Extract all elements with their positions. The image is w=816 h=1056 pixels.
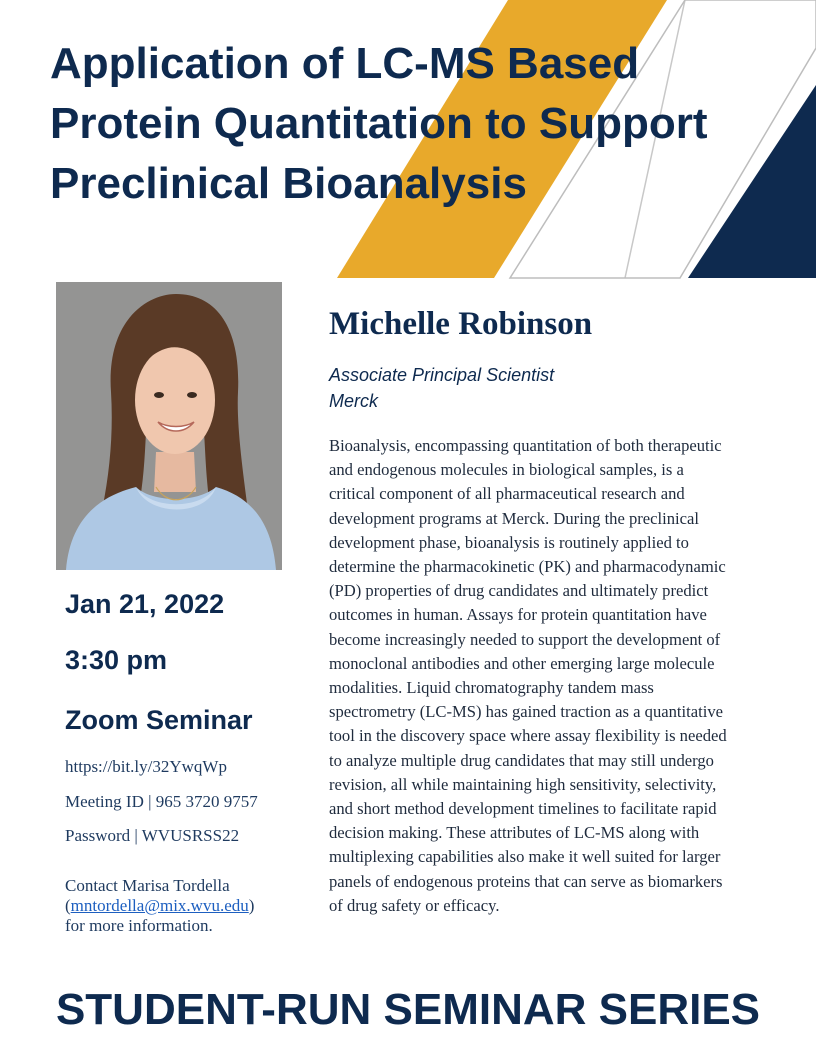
speaker-organization: Merck <box>329 391 378 411</box>
abstract-line: development programs at Merck. During the preclinical <box>329 508 700 528</box>
seminar-title <box>50 34 790 214</box>
title-line: Preclinical Bioanalysis <box>50 159 527 208</box>
abstract-line: monoclonal antibodies and other emerging large molecule <box>329 653 715 673</box>
abstract-line: modalities. Liquid chromatography tandem mass <box>329 678 654 698</box>
contact-email-link[interactable]: mntordella@mix.wvu.edu <box>70 896 249 915</box>
event-venue: Zoom Seminar <box>65 705 253 735</box>
title-line: Application of LC-MS Based <box>50 39 640 88</box>
abstract-line: and endogenous molecules in biological samples, is a <box>329 460 684 480</box>
contact-info <box>65 876 305 936</box>
abstract-line: to analyze multiple drug candidates that may still undergo <box>329 750 714 770</box>
abstract-line: critical component of all pharmaceutical research and <box>329 484 685 504</box>
open-paren: ( <box>65 896 71 915</box>
contact-line: Contact Marisa Tordella <box>65 876 230 895</box>
zoom-meeting-id: Meeting ID | 965 3720 9757 <box>65 792 258 811</box>
abstract-line: development phase, bioanalysis is routinely applied to <box>329 532 689 552</box>
event-time: 3:30 pm <box>65 645 168 675</box>
speaker-position: Associate Principal Scientist <box>329 365 555 385</box>
abstract-line: determine the pharmacokinetic (PK) and pharmacodynamic <box>329 557 726 577</box>
speaker-role <box>329 362 554 414</box>
contact-email-line <box>65 896 305 916</box>
abstract-line: decision making. These attributes of LC-MS along with <box>329 823 700 843</box>
zoom-password: Password | WVUSRSS22 <box>65 826 240 845</box>
abstract-line: multiplexing capabilities also make it well suited for larger <box>329 847 721 867</box>
contact-line: for more information. <box>65 916 213 935</box>
abstract-line: (PD) properties of drug candidates and ultimately predict <box>329 581 709 601</box>
abstract-line: tool in the discovery space where assay flexibility is needed <box>329 726 727 746</box>
abstract-line: spectrometry (LC-MS) has gained traction as a quantitative <box>329 702 723 722</box>
speaker-photo <box>56 282 282 570</box>
abstract-line: outcomes in human. Assays for protein quantitation have <box>329 605 707 625</box>
title-line: Protein Quantitation to Support <box>50 99 708 148</box>
close-paren: ) <box>248 896 255 915</box>
abstract-line: of drug safety or efficacy. <box>329 895 500 915</box>
series-banner: STUDENT-RUN SEMINAR SERIES <box>55 985 761 1034</box>
zoom-link[interactable]: https://bit.ly/32YwqWp <box>65 757 227 776</box>
abstract-line: panels of endogenous proteins that can serve as biomarkers <box>329 871 723 891</box>
abstract-line: Bioanalysis, encompassing quantitation of both therapeutic <box>329 436 722 455</box>
abstract-line: become increasingly needed to support the development of <box>329 629 721 649</box>
abstract-line: and short method development timelines to facilitate rapid <box>329 799 717 819</box>
event-date: Jan 21, 2022 <box>65 589 225 619</box>
abstract-text <box>329 434 777 918</box>
speaker-name: Michelle Robinson <box>329 306 593 342</box>
abstract-line: revision, all while maintaining high sensitivity, selectivity, <box>329 774 717 794</box>
